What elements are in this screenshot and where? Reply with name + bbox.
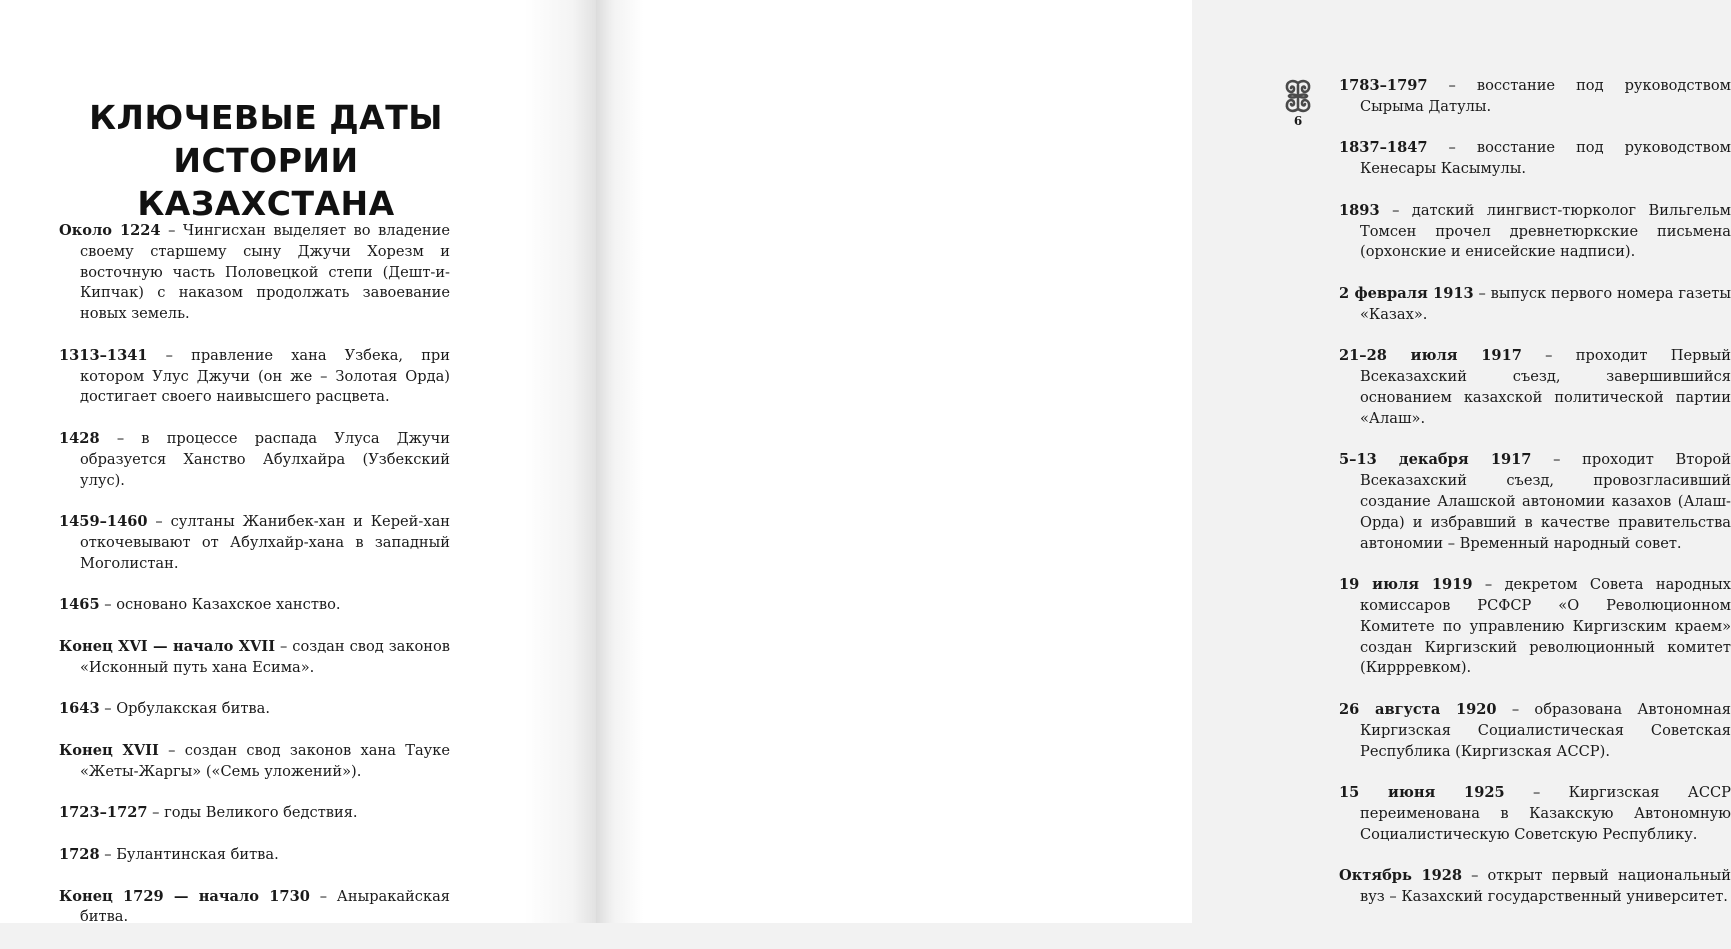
timeline-entry — [59, 803, 450, 824]
entry-date: 1893 — [1339, 201, 1380, 219]
timeline-entry — [59, 221, 450, 325]
entry-date: 1643 — [59, 700, 100, 718]
entry-date: Конец XVII — [59, 741, 159, 759]
timeline-entry — [1339, 575, 1731, 679]
title-line: ИСТОРИИ — [173, 141, 359, 181]
ornament-icon — [1283, 79, 1313, 113]
timeline-entry — [59, 595, 450, 616]
entry-text: – султаны Жанибек-хан и Керей-хан откочевывают от Абулхайр-хана в западный Моголистан. — [80, 513, 450, 572]
entry-text: – датский лингвист-тюрколог Вильгельм Томсен прочел древнетюркские письмена (орхонские и енисейские надписи). — [1360, 201, 1731, 261]
entry-text: – правление хана Узбека, при котором Улус Джучи (он же – Золотая Орда) достигает своего наивысшего расцвета. — [80, 346, 450, 406]
entry-text: – Орбулакская битва. — [99, 700, 270, 718]
entry-text: – основано Казахское ханство. — [99, 596, 341, 614]
timeline-entry — [1339, 284, 1731, 326]
timeline-entry — [59, 512, 450, 574]
title-line: КЛЮЧЕВЫЕ ДАТЫ — [89, 98, 443, 138]
timeline-entry — [1339, 138, 1731, 180]
folio — [1279, 79, 1317, 128]
entry-text: – образована Автономная Киргизская Социалистическая Советская Республика (Киргизская АССР). — [1360, 700, 1731, 760]
entry-date: Конец 1729 — начало 1730 — [59, 887, 310, 905]
entry-text: – годы Великого бедствия. — [147, 804, 358, 822]
timeline-entry — [59, 637, 450, 679]
entry-date: 21–28 июля 1917 — [1339, 347, 1522, 365]
entry-date: 1428 — [59, 429, 100, 447]
entry-text: – проходит Первый Всеказахский съезд, завершившийся основанием казахской политической партии «Алаш». — [1360, 347, 1731, 427]
entry-text: – восстание под руководством Сырыма Датулы. — [1360, 77, 1731, 115]
timeline-entry — [1339, 76, 1731, 118]
timeline-list-left — [59, 221, 450, 949]
entry-date: Конец XVI — начало XVII — [59, 637, 276, 655]
entry-text: – Булантинская битва. — [99, 845, 279, 863]
entry-text: – Аныракайская битва. — [80, 887, 450, 926]
entry-date: 1313–1341 — [59, 346, 148, 364]
timeline-entry — [59, 346, 450, 408]
title-line: КАЗАХСТАНА — [137, 184, 395, 224]
left-page — [0, 0, 596, 926]
timeline-entry — [59, 741, 450, 783]
entry-date: 26 августа 1920 — [1339, 700, 1497, 718]
timeline-entry — [1339, 201, 1731, 263]
timeline-list-right — [1339, 76, 1731, 929]
timeline-entry — [1339, 450, 1731, 554]
entry-text: – открыт первый национальный вуз – Казахский государственный университет. — [1360, 867, 1731, 906]
entry-date: 1465 — [59, 596, 100, 614]
timeline-entry — [59, 429, 450, 491]
entry-text: – создан свод законов хана Тауке «Жеты-Жаргы» («Семь уложений»). — [80, 741, 450, 780]
entry-text: – декретом Совета народных комиссаров РСФСР «О Революционном Комитете по управлению Киргизским краем» создан Киргизский революционный комитет (Киррревком). — [1360, 576, 1731, 677]
entry-text: – в процессе распада Улуса Джучи образуется Ханство Абулхайра (Узбекский улус). — [80, 429, 450, 489]
timeline-entry — [59, 699, 450, 720]
entry-date: 1783–1797 — [1339, 77, 1428, 94]
entry-date: 19 июля 1919 — [1339, 576, 1473, 594]
entry-text: – создан свод законов «Исконный путь хана Есима». — [80, 637, 450, 676]
entry-text: – проходит Второй Всеказахский съезд, провозгласивший создание Алашской автономии казахов (Алаш-Орда) и избравший в качестве правительства автономии – Временный народный совет. — [1360, 451, 1731, 552]
timeline-entry — [59, 887, 450, 929]
page-number: 6 — [1293, 114, 1303, 128]
entry-date: 2 февраля 1913 — [1339, 284, 1474, 302]
entry-text: – Чингисхан выделяет во владение своему старшему сыну Джучи Хорезм и восточную часть Половецкой степи (Дешт-и-Кипчак) с наказом продолжать завоевание новых земель. — [80, 222, 450, 323]
timeline-entry — [1339, 866, 1731, 908]
entry-text: – Киргизская АССР переименована в Казакскую Автономную Социалистическую Советскую Республику. — [1360, 784, 1731, 843]
timeline-entry — [59, 845, 450, 866]
entry-date: 1723–1727 — [59, 804, 148, 822]
timeline-entry — [1339, 346, 1731, 429]
page-title — [60, 96, 472, 225]
entry-date: 1728 — [59, 845, 100, 863]
entry-date: 1459–1460 — [59, 513, 148, 531]
entry-date: Около 1224 — [59, 222, 161, 239]
timeline-entry — [1339, 783, 1731, 845]
entry-text: – выпуск первого номера газеты «Казах». — [1360, 284, 1731, 323]
entry-date: 5–13 декабря 1917 — [1339, 451, 1532, 469]
timeline-entry — [1339, 700, 1731, 762]
entry-text: – восстание под руководством Кенесары Касымулы. — [1360, 139, 1731, 178]
entry-date: 15 июня 1925 — [1339, 784, 1505, 802]
right-page — [596, 0, 1731, 923]
entry-date: 1837–1847 — [1339, 139, 1428, 157]
entry-date: Октябрь 1928 — [1339, 867, 1463, 885]
